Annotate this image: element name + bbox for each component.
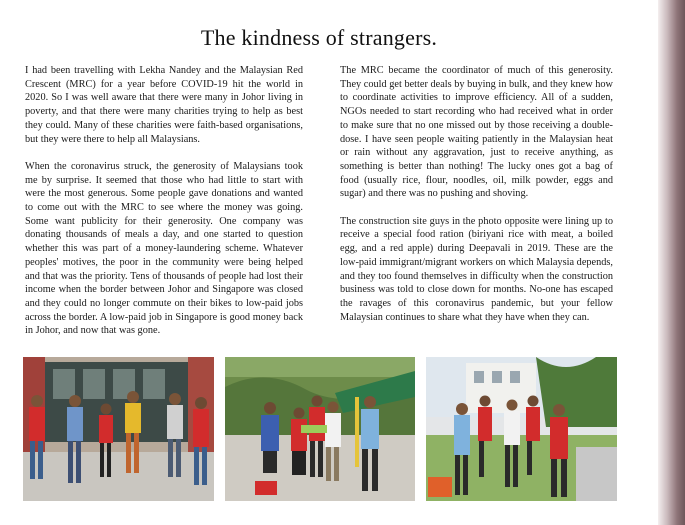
photo-volunteers-neighbourhood <box>426 357 617 501</box>
page-edge <box>658 0 685 525</box>
page-title: The kindness of strangers. <box>200 25 438 50</box>
paragraph: The construction site guys in the photo opposite were lining up to receive a special food ration (biriyani rice with meat, a boiled egg, and a red apple) during Deepavali in 2019. These are the low-paid immigrant/migrant workers on which Malaysia depends, and they too found themselves in difficulty when the construction business was told to close down for months. No-one has escaped the ravages of this coronavirus pandemic, but your fellow Malaysian continues to share what they have when they can. <box>340 215 613 323</box>
paragraph: I had been travelling with Lekha Nandey and the Malaysian Red Crescent (MRC) for a year before COVID-19 hit the world in 2020. So I was well aware that there were many in Johor living in poverty, and that there were many charities trying to help as best they could. Many of these charities were faith-based organisations, but they were there to help all Malaysians. <box>25 65 303 145</box>
right-text-column <box>340 64 613 338</box>
photo-group-outdoors <box>225 357 415 501</box>
photo-volunteers-building <box>23 357 214 501</box>
left-text-column <box>25 64 303 352</box>
paragraph: The MRC became the coordinator of much of this generosity. They could get better deals by buying in bulk, and they knew how to coordinate activities to improve efficiency. All of a sudden, NGOs needed to start recording who had received what in order to make sure that no one missed out by those receiving a double-dose. I have seen people waiting patiently in the Malaysian heat or rain without any aggravation, just to receive anything, as something is better than nothing! The lucky ones got a bag of food (usually rice, flour, noodles, oil, milk powder, eggs and sugar) and there was no pushing and shoving. <box>340 65 613 200</box>
paragraph: When the coronavirus struck, the generosity of Malaysians took me by surprise. It seemed that those who had little to start with were the most generous. Some people gave donations and wanted to come out with the MRC to see where the money was going. Some want publicity for their generosity. One company was donating thousands of meals a day, and one started to question whether this was part of a money-laundering scheme. Whatever peoples' motives, the poor in the community were being helped and that was the priority. Tens of thousands of people had lost their income when the border between Johor and Singapore was closed and they could no longer commute on their bikes to low-paid jobs across the border. A low-paid job in Singapore is good money back in Johor, and now that was gone. <box>25 160 303 337</box>
